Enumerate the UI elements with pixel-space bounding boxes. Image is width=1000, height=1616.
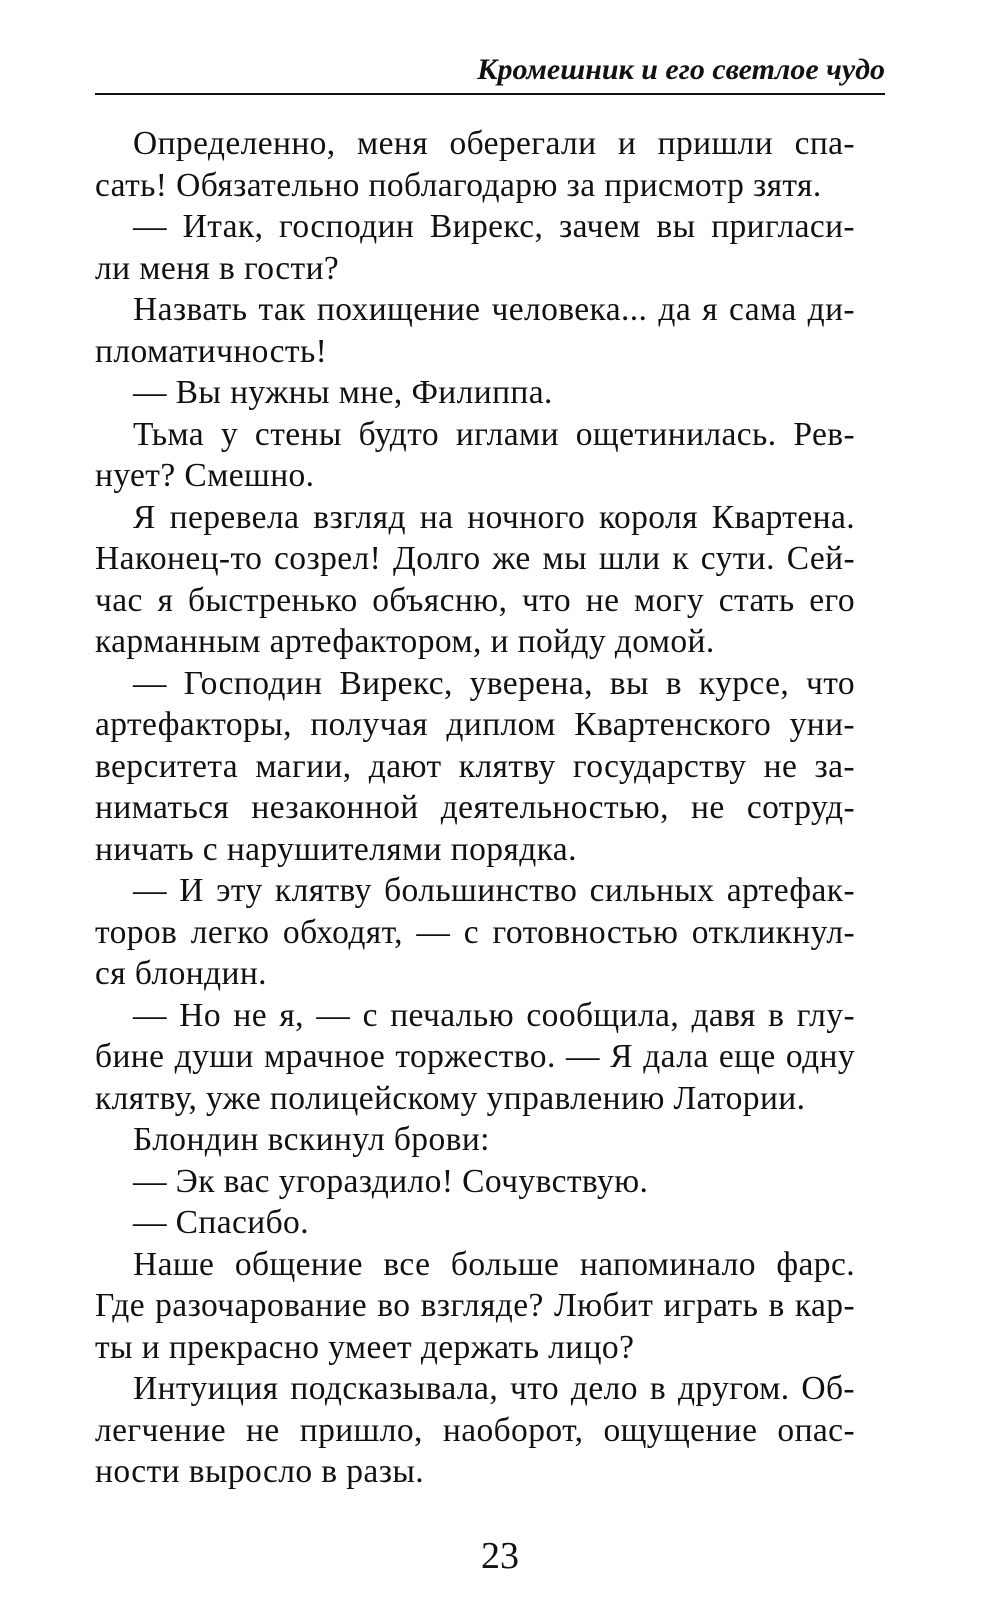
text-line: — Но не я, — с печалью сообщила, давя в глу-: [133, 996, 855, 1034]
text-line: торов легко обходят, — с готовностью откликнул-: [95, 913, 855, 951]
text-line: ся блондин.: [95, 955, 267, 992]
text-line: — Господин Вирекс, уверена, вы в курсе, что: [133, 664, 855, 702]
text-line: сать! Обязательно поблагодарю за присмотр зятя.: [95, 166, 822, 204]
text-line: нует? Смешно.: [95, 457, 315, 494]
text-line: Наше общение все больше напоминало фарс.: [133, 1245, 855, 1283]
text-line: — Итак, господин Вирекс, зачем вы пригласи-: [133, 208, 855, 245]
text-line: пломатичность!: [95, 332, 328, 370]
text-line: бине души мрачное торжество. — Я дала еще одну: [95, 1038, 855, 1075]
text-line: Я перевела взгляд на ночного короля Квартена.: [133, 498, 855, 536]
body-text: [95, 123, 855, 1493]
text-line: ниматься незаконной деятельностью, не сотруд-: [95, 789, 855, 826]
running-head-title: Кромешник и его светлое чудо: [477, 53, 885, 86]
text-line: — Спасибо.: [133, 1204, 309, 1241]
text-line: ности выросло в разы.: [95, 1453, 425, 1490]
text-line: — Вы нужны мне, Филиппа.: [133, 374, 553, 411]
text-line: ничать с нарушителями порядка.: [95, 830, 577, 868]
text-line: Назвать так похищение человека... да я сама ди-: [133, 291, 855, 328]
text-line: Тьма у стены будто иглами ощетинилась. Рев-: [133, 415, 855, 453]
page-number: 23: [481, 1535, 519, 1577]
header-divider: [95, 93, 885, 95]
text-line: карманным артефактором, и пойду домой.: [95, 623, 715, 660]
text-line: артефакторы, получая диплом Квартенского уни-: [95, 706, 855, 743]
text-line: — Эк вас угораздило! Сочувствую.: [133, 1162, 649, 1200]
text-line: ты и прекрасно умеет держать лицо?: [95, 1328, 635, 1366]
text-line: Интуиция подсказывала, что дело в другом. Об-: [133, 1370, 855, 1407]
text-line: Определенно, меня оберегали и пришли спа-: [133, 125, 855, 162]
text-line: Где разочарование во взгляде? Любит играть в кар-: [95, 1287, 855, 1324]
text-line: Наконец-то созрел! Долго же мы шли к сути. Сей-: [95, 540, 855, 577]
text-line: клятву, уже полицейскому управлению Латории.: [95, 1079, 806, 1117]
text-line: Блондин вскинул брови:: [133, 1121, 490, 1158]
text-line: верситета магии, дают клятву государству не за-: [95, 747, 855, 785]
text-line: — И эту клятву большинство сильных артефак-: [133, 872, 855, 909]
text-line: ли меня в гости?: [95, 249, 340, 287]
text-line: легчение не пришло, наоборот, ощущение опас-: [95, 1411, 855, 1449]
text-line: час я быстренько объясню, что не могу стать его: [95, 581, 855, 619]
